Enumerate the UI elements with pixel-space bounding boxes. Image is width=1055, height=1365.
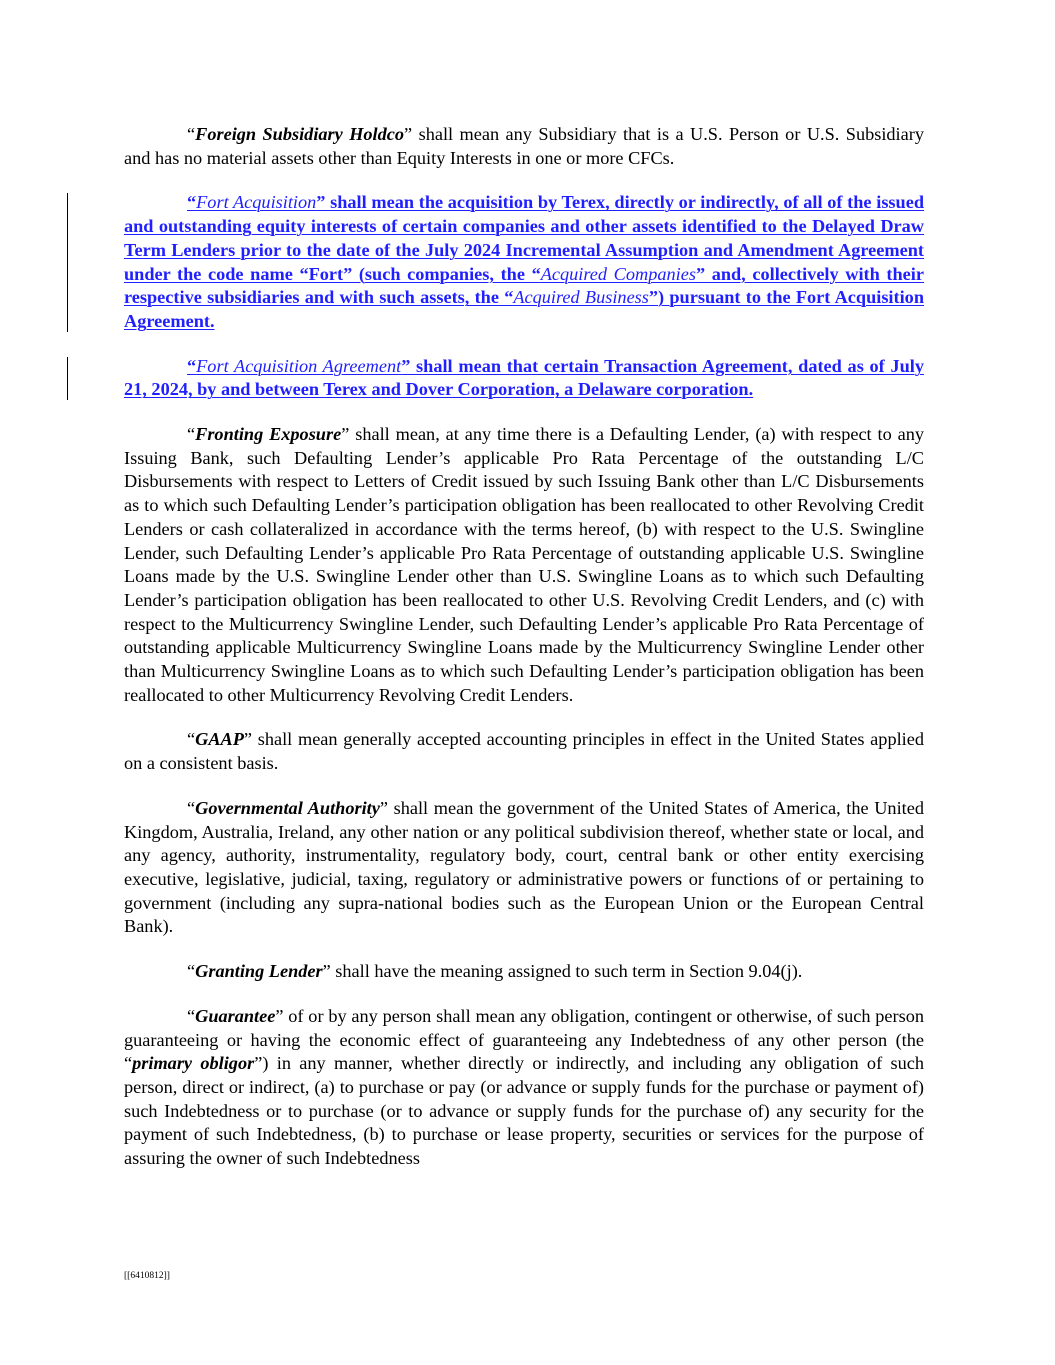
defined-term: Guarantee bbox=[195, 1005, 276, 1026]
definition-governmental-authority: “Governmental Authority” shall mean the government of the United States of America, the United Kingdom, Australia, Ireland, any other nation or any political subdivision thereof, whether state or local, and any agency, authority, instrumentality, regulatory body, court, central bank or other entity exercising executive, legislative, judicial, taxing, regulatory or administrative powers or functions of or pertaining to government (including any supra-national bodies such as the European Union or the European Central Bank). bbox=[124, 797, 924, 937]
defined-term: primary obligor bbox=[132, 1053, 255, 1074]
defined-term: GAAP bbox=[195, 729, 244, 750]
document-page bbox=[124, 123, 924, 1192]
change-bar bbox=[67, 193, 68, 331]
defined-term: Fronting Exposure bbox=[195, 424, 342, 445]
defined-term: Fort Acquisition bbox=[196, 192, 317, 213]
definition-gaap: “GAAP” shall mean generally accepted accounting principles in effect in the United States applied on a consistent basis. bbox=[124, 729, 924, 774]
definition-fort-acquisition: “Fort Acquisition” shall mean the acquisition by Terex, directly or indirectly, of all of the issued and outstanding equity interests of certain companies and other assets identified to the Delayed Draw Term Lenders prior to the date of the July 2024 Incremental Assumption and Amendment Agreement under the code name “Fort” (such companies, the “Acquired Companies” and, collectively with their respective subsidiaries and with such assets, the “Acquired Business”) pursuant to the Fort Acquisition Agreement. bbox=[124, 191, 924, 333]
definition-granting-lender: “Granting Lender” shall have the meaning assigned to such term in Section 9.04(j). bbox=[187, 961, 803, 982]
change-bar bbox=[67, 357, 68, 400]
definition-fronting-exposure: “Fronting Exposure” shall mean, at any time there is a Defaulting Lender, (a) with respect to any Issuing Bank, such Defaulting Lender’s applicable Pro Rata Percentage of the outstanding L/C Disbursements with respect to Letters of Credit issued by such Issuing Bank other than L/C Disbursements as to which such Defaulting Lender’s participation obligation has been reallocated to other Revolving Credit Lenders or cash collateralized in accordance with the terms hereof, (b) with respect to the U.S. Swingline Lender, such Defaulting Lender’s applicable Pro Rata Percentage of outstanding applicable U.S. Swingline Loans made by the U.S. Swingline Lender other than U.S. Swingline Loans as to which such Defaulting Lender’s participation obligation has been reallocated to other U.S. Revolving Credit Lenders, and (c) with respect to the Multicurrency Swingline Lender, such Defaulting Lender’s applicable Pro Rata Percentage of outstanding applicable Multicurrency Swingline Loans made by the Multicurrency Swingline Lender other than Multicurrency Swingline Loans as to which such Defaulting Lender’s participation obligation has been reallocated to other Multicurrency Revolving Credit Lenders. bbox=[124, 424, 925, 705]
defined-term: Acquired Business bbox=[513, 287, 649, 308]
defined-term: Acquired Companies bbox=[540, 263, 696, 284]
definition-guarantee: “Guarantee” of or by any person shall mean any obligation, contingent or otherwise, of such person guaranteeing or having the economic effect of guaranteeing any Indebtedness of any other person (the “primary obligor”) in any manner, whether directly or indirectly, and including any obligation of such person, direct or indirect, (a) to purchase or pay (or advance or supply funds for the purchase or payment of) such Indebtedness or to purchase (or to advance or supply funds for the purchase of) any security for the payment of such Indebtedness, (b) to purchase or lease property, securities or services for the purpose of assuring the owner of such Indebtedness bbox=[124, 1005, 924, 1169]
definition-fort-acquisition-agreement: “Fort Acquisition Agreement” shall mean that certain Transaction Agreement, dated as of July 21, 2024, by and between Terex and Dover Corporation, a Delaware corporation. bbox=[124, 355, 924, 402]
defined-term: Fort Acquisition Agreement bbox=[196, 355, 402, 376]
document-id-footer: [[6410812]] bbox=[124, 1271, 170, 1281]
defined-term: Governmental Authority bbox=[195, 797, 380, 818]
defined-term: Granting Lender bbox=[195, 961, 323, 982]
defined-term: Foreign Subsidiary Holdco bbox=[195, 124, 405, 144]
definition-foreign-subsidiary-holdco: “Foreign Subsidiary Holdco” shall mean any Subsidiary that is a U.S. Person or U.S. Subsidiary and has no material assets other than Equity Interests in one or more CFCs. bbox=[124, 124, 924, 168]
